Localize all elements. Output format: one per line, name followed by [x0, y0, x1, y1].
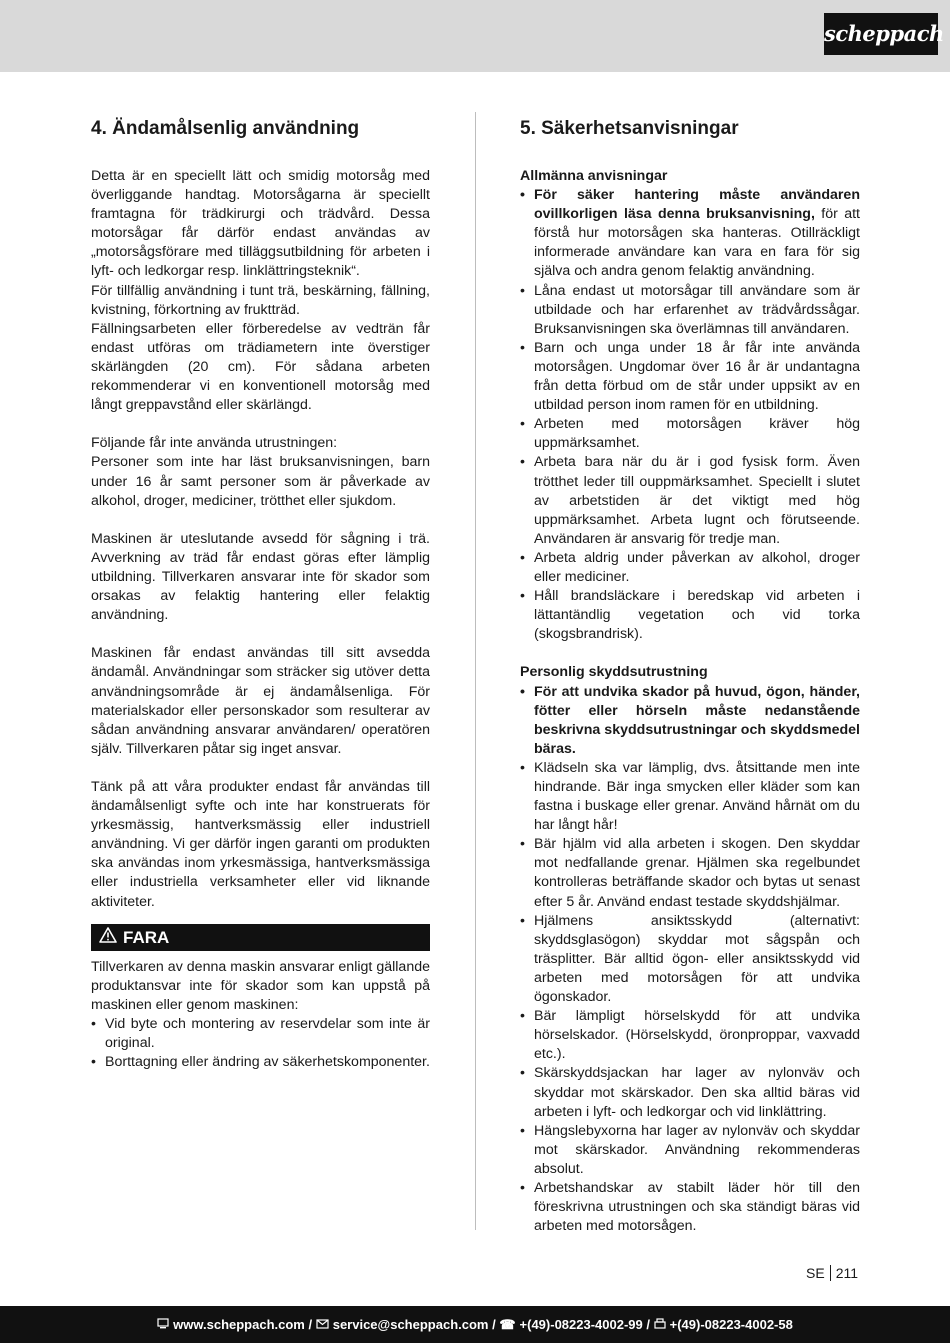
paragraph: Fällningsarbeten eller förberedelse av vedträn får endast utföras om trädiametern inte överstiger skärlängden (20 cm). För sådana arbeten rekommenderar vi en konventionell motorsåg med långt greppavstånd eller skärlängd.: [91, 320, 430, 414]
paragraph: Tänk på att våra produkter endast får användas till ändamålsenligt syfte och inte har konstruerats för yrkesmässig, hantverksmässig eller industriell användning. Vi ger därför ingen garanti om produkten ska användas inom yrkesmässiga, hantverksmässiga eller industriella verksamheter eller vid liknande aktiviteter.: [91, 779, 430, 910]
list-item: • Bär hjälm vid alla arbeten i skogen. Den skyddar mot nedfallande grenar. Hjälmen ska regelbundet kontrolleras beträffande skador och bytas ut senast efter 5 år. Använd endast testade skyddshjälmar.: [520, 835, 860, 911]
section-heading-intended-use: 4. Ändamålsenlig användning: [91, 118, 360, 139]
footer-email-link[interactable]: service@scheppach.com /: [332, 1317, 496, 1332]
footer-fax: +(49)-08223-4002-58: [669, 1317, 793, 1332]
list-item: • Arbeta bara när du är i god fysisk form. Även trötthet leder till ouppmärksamhet. Speciellt i slutet av arbetstiden är det viktigt med hög uppmärksamhet. Arbeta lugnt och förutseende. Användaren är ansvarig för tredje man.: [520, 453, 860, 548]
general-list: [520, 186, 860, 644]
email-icon: [316, 1317, 329, 1332]
danger-list: [91, 1015, 430, 1072]
list-item: • Bär lämpligt hörselskydd för att undvika hörselskador. (Hörselskydd, öronproppar, vaxvadd etc.).: [520, 1007, 860, 1064]
computer-icon: [157, 1317, 169, 1332]
list-item: [520, 186, 860, 281]
list-item: • Klädseln ska var lämplig, dvs. åtsittande men inte hindrande. Bär inga smycken eller kläder som kan fastna i buskage eller grenar. Använd hårnät om du har långt hår!: [520, 759, 860, 835]
footer-phone: +(49)-08223-4002-99 /: [519, 1317, 650, 1332]
paragraph: Maskinen får endast användas till sitt avsedda ändamål. Användningar som sträcker sig utöver detta användningsområde är ej ändamålsenliga. För materialskador eller personskador som resulterar av sådan användning ansvarar användaren/ operatören själv. Tillverkaren påtar sig inget ansvar.: [91, 645, 430, 757]
paragraph: Detta är en speciellt lätt och smidig motorsåg med överliggande handtag. Motorsågarna är speciellt framtagna för trädkirurgi och trädvård. Dessa motorsågar får därför endast användas av „motorsågsförare med tilläggsutbildning för arbeten i lyft- och ledkorgar resp. linklättringsteknik“.: [91, 168, 430, 280]
list-item: • Låna endast ut motorsågar till användare som är utbildade och har erfarenhet av trädvårdssågar. Bruksanvisningen ska överlämnas till användaren.: [520, 282, 860, 339]
warning-triangle-icon: [99, 927, 117, 947]
language-code: SE: [806, 1265, 825, 1281]
list-item: • Borttagning eller ändring av säkerhetskomponenter.: [91, 1053, 430, 1072]
brand-logo: scheppach: [824, 13, 938, 55]
fax-icon: [654, 1317, 666, 1332]
list-item: • Hjälmens ansiktsskydd (alternativt: skyddsglasögon) skyddar mot sågspån och träsplitter. Bär alltid ögon- eller ansiktsskydd vid arbeten med motorsågen för att undvika ögonskador.: [520, 912, 860, 1007]
paragraph: Personer som inte har läst bruksanvisningen, barn under 16 år samt personer som är påverkade av alkohol, droger, mediciner, trötthet eller sjukdom.: [91, 454, 430, 509]
list-item: • Arbeten med motorsågen kräver hög uppmärksamhet.: [520, 415, 860, 453]
phone-icon: ☎: [499, 1316, 516, 1332]
right-column: [520, 118, 860, 1236]
footer-bar: [0, 1306, 950, 1343]
page-number: [806, 1264, 858, 1282]
list-item: • Arbetshandskar av stabilt läder hör till den föreskrivna utrustningen och ska ständigt bäras vid arbeten med motorsågen.: [520, 1179, 860, 1236]
danger-banner: [91, 924, 430, 951]
section-heading-safety: 5. Säkerhetsanvisningar: [520, 118, 739, 139]
column-divider: [475, 112, 476, 1230]
footer-website-link[interactable]: www.scheppach.com /: [173, 1317, 313, 1332]
list-item-text: för att förstå hur motorsågen ska hanteras. Otillräckligt informerade användare kan vara en fara för sig själva och andra genom felaktig användning.: [534, 206, 860, 280]
subheading-ppe: Personlig skyddsutrustning: [520, 664, 708, 681]
bold-text: För säker hantering måste användaren ovillkorligen läsa denna bruksanvisning,: [534, 187, 860, 223]
left-column: [91, 118, 430, 1072]
paragraph: För tillfällig användning i tunt trä, beskärning, fällning, kvistning, förkortning av fruktträd.: [91, 282, 430, 318]
list-item: • För att undvika skador på huvud, ögon, händer, fötter eller hörseln måste nedanstående beskrivna skyddsutrustningar och skyddsmedel bäras.: [520, 683, 860, 759]
list-item: • Vid byte och montering av reservdelar som inte är original.: [91, 1015, 430, 1053]
paragraph: Följande får inte använda utrustningen:: [91, 435, 338, 452]
paragraph: Maskinen är uteslutande avsedd för sågning i trä. Avverkning av träd får endast göras efter lämplig utbildning. Tillverkaren ansvarar inte för skador som orsakas av felaktig hantering eller felaktig användning.: [91, 530, 430, 624]
list-item: • Håll brandsläckare i beredskap vid arbeten i lättantändlig vegetation och vid torka (skogsbrandrisk).: [520, 587, 860, 644]
page-separator: [830, 1265, 831, 1281]
subheading-general: Allmänna anvisningar: [520, 168, 668, 184]
header-band: [0, 0, 950, 72]
list-item: • Arbeta aldrig under påverkan av alkohol, droger eller mediciner.: [520, 549, 860, 587]
danger-label: FARA: [123, 927, 170, 947]
page-number-value: 211: [835, 1265, 859, 1281]
list-item: • Barn och unga under 18 år får inte använda motorsågen. Ungdomar över 16 år är undantagna från detta förbud om de står under uppsikt av en utbildad person inom ramen för en utbildning.: [520, 339, 860, 415]
ppe-list: [520, 683, 860, 1237]
list-item: • Skärskyddsjackan har lager av nylonväv och skyddar mot skärskador. Den ska alltid bäras vid arbeten i lyft- och ledkorgar och vid linklättring.: [520, 1064, 860, 1121]
paragraph: Tillverkaren av denna maskin ansvarar enligt gällande produktansvar inte för skador som kan uppstå på maskinen eller genom maskinen:: [91, 958, 430, 1013]
list-item: • Hängslebyxorna har lager av nylonväv och skyddar mot skärskador. Användning rekommenderas absolut.: [520, 1122, 860, 1179]
